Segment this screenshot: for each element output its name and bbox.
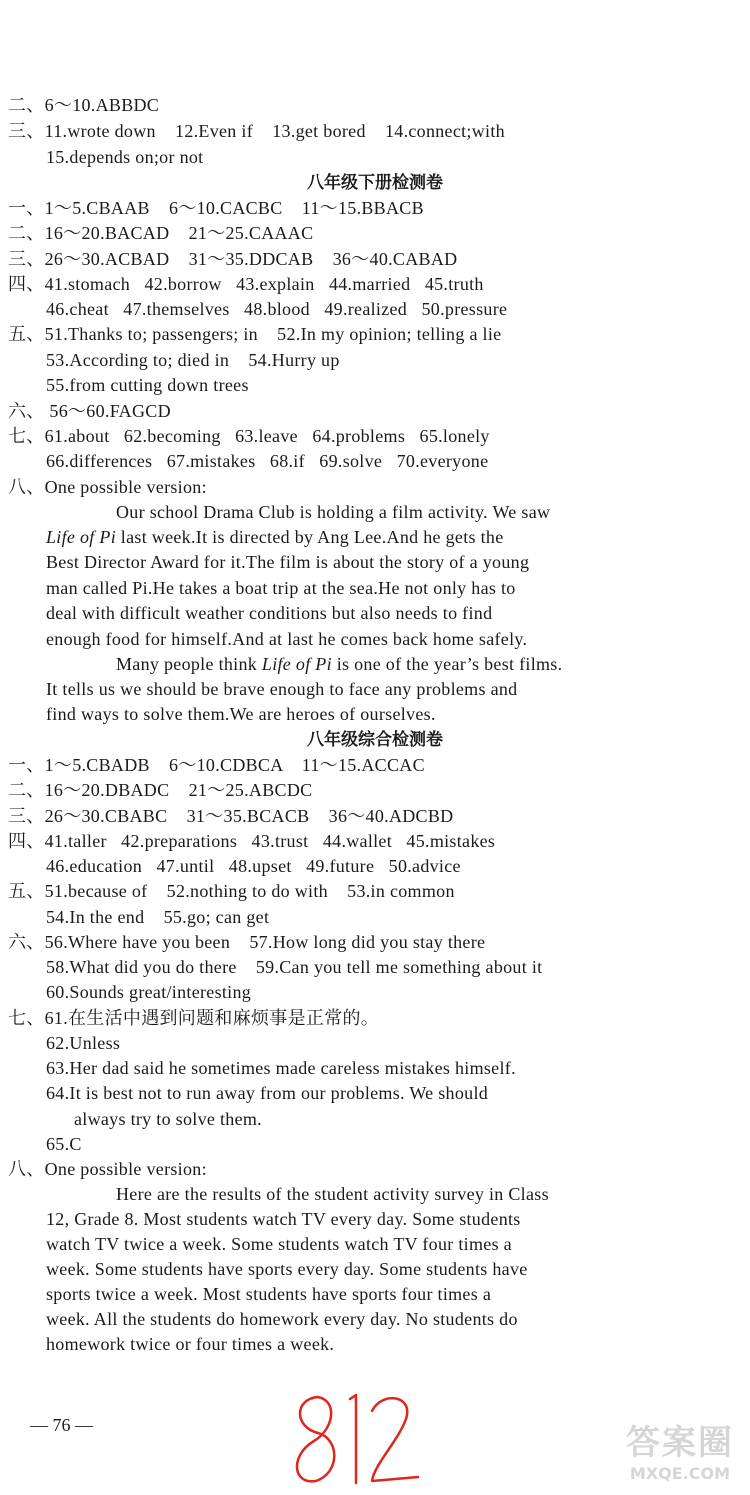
answer-line: 55.from cutting down trees	[46, 375, 249, 395]
answer-line: 三、26～30.ACBAD 31～35.DDCAB 36～40.CABAD	[8, 249, 458, 269]
answer-line: 一、1～5.CBAAB 6～10.CACBC 11～15.BBACB	[8, 198, 424, 218]
answer-line: 六、56.Where have you been 57.How long did you stay there	[8, 932, 486, 952]
answer-line: 七、61.about 62.becoming 63.leave 64.problems 65.lonely	[8, 426, 490, 446]
section-heading: 八年级下册检测卷	[307, 173, 443, 193]
answer-line: 一、1～5.CBADB 6～10.CDBCA 11～15.ACCAC	[8, 755, 425, 775]
essay-line: homework twice or four times a week.	[46, 1334, 335, 1354]
answer-line: 66.differences 67.mistakes 68.if 69.solve 70.everyone	[46, 451, 489, 471]
answer-line: 八、One possible version:	[8, 477, 207, 497]
answer-line: 六、 56～60.FAGCD	[8, 401, 171, 421]
essay-line: It tells us we should be brave enough to face any problems and	[46, 679, 518, 699]
essay-line: 12, Grade 8. Most students watch TV every day. Some students	[46, 1209, 521, 1229]
essay-line: deal with difficult weather conditions but also needs to find	[46, 603, 493, 623]
answer-line: 二、6～10.ABBDC	[8, 95, 160, 115]
answer-line: 15.depends on;or not	[46, 147, 204, 167]
answer-line: 54.In the end 55.go; can get	[46, 907, 270, 927]
page-number: — 76 —	[30, 1415, 93, 1435]
essay-line: man called Pi.He takes a boat trip at the sea.He not only has to	[46, 578, 516, 598]
essay-line: find ways to solve them.We are heroes of ourselves.	[46, 704, 436, 724]
site-watermark: 答案圈 MXQE.COM	[626, 1423, 734, 1483]
answer-line: 62.Unless	[46, 1033, 121, 1053]
answer-line: 四、41.taller 42.preparations 43.trust 44.wallet 45.mistakes	[8, 831, 496, 851]
answer-line: 53.According to; died in 54.Hurry up	[46, 350, 340, 370]
answer-line: 46.education 47.until 48.upset 49.future 50.advice	[46, 856, 461, 876]
answer-line: 三、11.wrote down 12.Even if 13.get bored 14.connect;with	[8, 121, 505, 141]
answer-line: 64.It is best not to run away from our problems. We should	[46, 1083, 489, 1103]
answer-line: always try to solve them.	[74, 1109, 262, 1129]
essay-line: Our school Drama Club is holding a film activity. We saw	[116, 502, 551, 522]
answer-line: 四、41.stomach 42.borrow 43.explain 44.married 45.truth	[8, 274, 484, 294]
essay-line: week. All the students do homework every day. No students do	[46, 1309, 518, 1329]
essay-line: watch TV twice a week. Some students watch TV four times a	[46, 1234, 512, 1254]
answer-line: 60.Sounds great/interesting	[46, 982, 252, 1002]
essay-line: Here are the results of the student activity survey in Class	[116, 1184, 549, 1204]
section-heading: 八年级综合检测卷	[307, 730, 443, 750]
essay-line: Life of Pi last week.It is directed by Ang Lee.And he gets the	[46, 527, 504, 547]
answer-line: 65.C	[46, 1134, 82, 1154]
film-title: Life of Pi	[261, 654, 332, 674]
film-title: Life of Pi	[46, 527, 116, 547]
answer-line: 二、16～20.BACAD 21～25.CAAAC	[8, 223, 314, 243]
essay-line: enough food for himself.And at last he comes back home safely.	[46, 629, 528, 649]
answer-line: 二、16～20.DBADC 21～25.ABCDC	[8, 780, 313, 800]
answer-line: 46.cheat 47.themselves 48.blood 49.realized 50.pressure	[46, 299, 508, 319]
handwritten-mark	[280, 1385, 420, 1495]
essay-line: Many people think Life of Pi is one of the year’s best films.	[116, 654, 563, 674]
answer-line: 58.What did you do there 59.Can you tell me something about it	[46, 957, 543, 977]
essay-line: sports twice a week. Most students have sports four times a	[46, 1284, 492, 1304]
answer-line: 八、One possible version:	[8, 1159, 207, 1179]
answer-line: 五、51.because of 52.nothing to do with 53.in common	[8, 881, 455, 901]
essay-line: Best Director Award for it.The film is about the story of a young	[46, 552, 530, 572]
essay-line: week. Some students have sports every day. Some students have	[46, 1259, 528, 1279]
answer-line: 63.Her dad said he sometimes made careless mistakes himself.	[46, 1058, 516, 1078]
answer-line: 五、51.Thanks to; passengers; in 52.In my opinion; telling a lie	[8, 324, 502, 344]
answer-line: 七、61.在生活中遇到问题和麻烦事是正常的。	[8, 1008, 380, 1028]
answer-line: 三、26～30.CBABC 31～35.BCACB 36～40.ADCBD	[8, 806, 454, 826]
